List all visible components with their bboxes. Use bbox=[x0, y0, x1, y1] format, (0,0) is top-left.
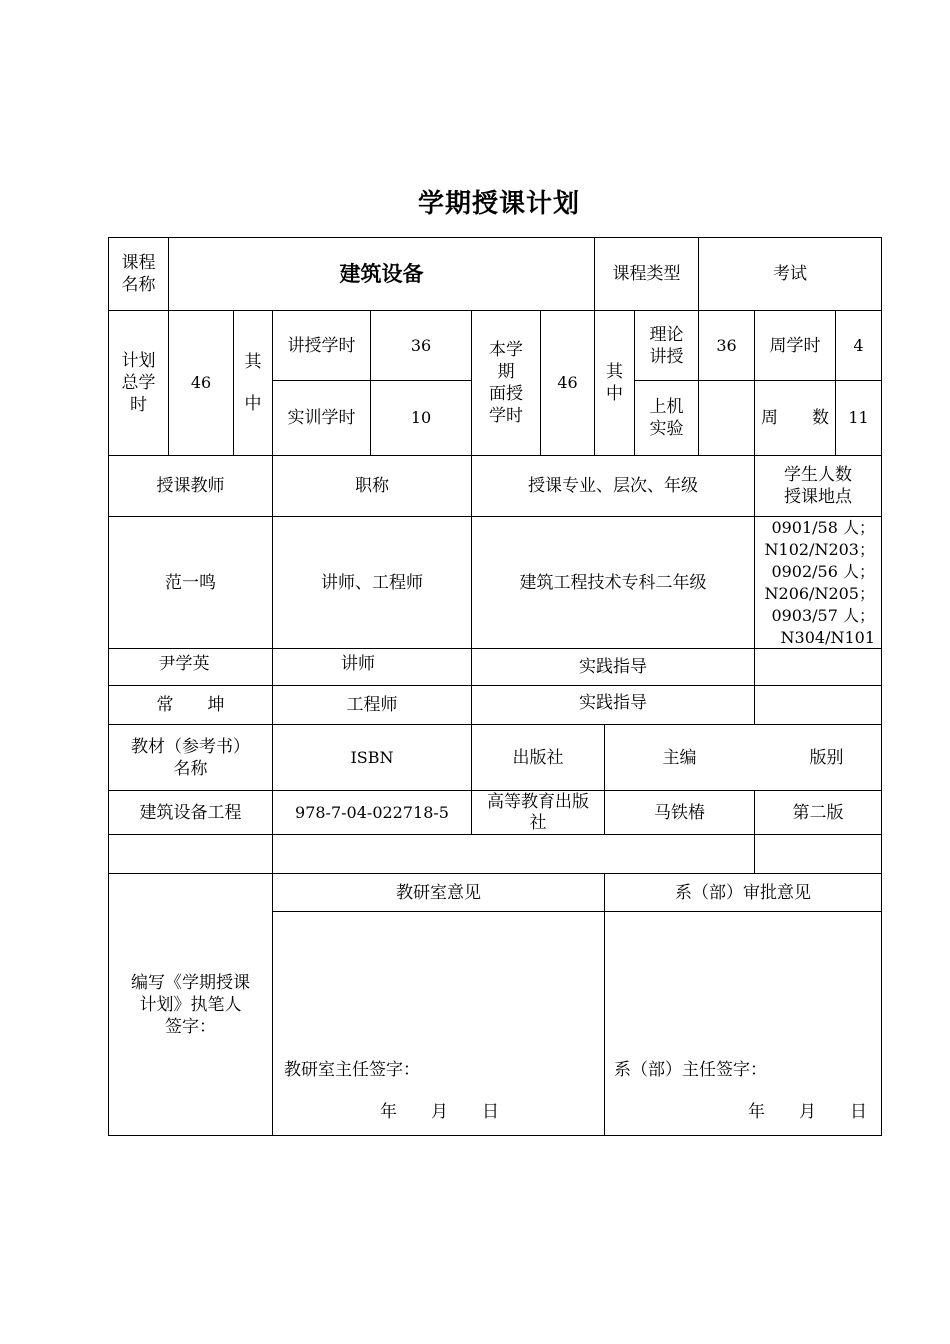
faculty-date: 年 月 日 bbox=[748, 1102, 867, 1122]
lab-label: 上机 实验 bbox=[649, 397, 684, 439]
editor-header: 主编 bbox=[662, 747, 697, 768]
table-line bbox=[604, 873, 605, 1135]
edition-header: 版别 bbox=[809, 747, 844, 768]
table-row-teacher-name: 范一鸣 bbox=[165, 572, 216, 593]
lab-value bbox=[699, 381, 754, 455]
faculty-opinion-header: 系（部）审批意见 bbox=[675, 882, 811, 903]
title-header: 职称 bbox=[355, 476, 389, 496]
course-type-label: 课程类型 bbox=[612, 264, 681, 284]
weeks-value: 11 bbox=[848, 408, 869, 427]
course-name-value: 建筑设备 bbox=[339, 261, 424, 286]
table-row-teacher-major: 实践指导 bbox=[579, 657, 647, 677]
table-row-teacher-title: 讲师 bbox=[341, 654, 375, 674]
total-hours-label: 计划 总学 时 bbox=[121, 351, 156, 415]
table-row-teacher-title: 工程师 bbox=[346, 695, 398, 715]
table-line bbox=[108, 834, 882, 835]
page-title: 学期授课计划 bbox=[417, 189, 580, 219]
table-row-teacher-students bbox=[755, 649, 881, 685]
table-row-teacher-major: 实践指导 bbox=[579, 693, 647, 713]
table-row-textbook-name: 建筑设备工程 bbox=[139, 802, 242, 823]
table-row-textbook-publisher: 高等教育出版 社 bbox=[487, 791, 589, 833]
table-row-textbook-edition: 第二版 bbox=[792, 802, 844, 823]
isbn-header: ISBN bbox=[350, 747, 394, 767]
dept-head-signature-label: 教研室主任签字： bbox=[284, 1060, 420, 1080]
table-line bbox=[881, 237, 882, 1136]
major-header: 授课专业、层次、年级 bbox=[528, 476, 698, 496]
writer-signature-label: 编写《学期授课 计划》执笔人 签字： bbox=[131, 972, 250, 1037]
table-row-teacher-students bbox=[755, 686, 881, 724]
faculty-head-signature-label: 系（部）主任签字： bbox=[614, 1060, 767, 1080]
lecture-hours-label: 讲授学时 bbox=[287, 335, 356, 356]
term-hours-value: 46 bbox=[557, 373, 578, 392]
table-line bbox=[108, 1135, 882, 1136]
qizhong-label-1: 其 中 bbox=[244, 351, 262, 414]
training-hours-value: 10 bbox=[410, 408, 432, 427]
table-line bbox=[272, 911, 882, 912]
table-row-textbook-isbn: 978-7-04-022718-5 bbox=[295, 802, 449, 822]
dept-opinion-header: 教研室意见 bbox=[396, 882, 481, 903]
theory-value: 36 bbox=[716, 335, 737, 355]
students-header: 学生人数 授课地点 bbox=[784, 465, 852, 507]
table-row-textbook-editor: 马铁椿 bbox=[654, 802, 705, 823]
table-row-teacher-major: 建筑工程技术专科二年级 bbox=[519, 572, 707, 593]
table-row-teacher-students: 0901/58 人； N102/N203； 0902/56 人； N206/N205； 0903/57 人； N304/N101 bbox=[764, 517, 875, 647]
course-name-label: 课程 名称 bbox=[121, 253, 156, 295]
term-hours-label: 本学 期 面授 学时 bbox=[489, 340, 523, 426]
table-row-teacher-title: 讲师、工程师 bbox=[321, 572, 423, 593]
lecture-hours-value: 36 bbox=[410, 335, 432, 355]
table-row-teacher-name: 常 坤 bbox=[156, 695, 225, 715]
theory-label: 理论 讲授 bbox=[649, 324, 684, 367]
qizhong-label-2: 其 中 bbox=[606, 362, 623, 404]
total-hours-value: 46 bbox=[190, 373, 212, 392]
dept-date: 年 月 日 bbox=[380, 1102, 499, 1122]
weekly-hours-value: 4 bbox=[853, 335, 864, 355]
weekly-hours-label: 周学时 bbox=[769, 335, 821, 356]
table-row-teacher-name: 尹学英 bbox=[158, 654, 210, 674]
teacher-header: 授课教师 bbox=[156, 476, 225, 496]
training-hours-label: 实训学时 bbox=[287, 408, 356, 428]
weeks-label: 周 数 bbox=[761, 408, 829, 428]
publisher-header: 出版社 bbox=[512, 747, 564, 768]
course-type-value: 考试 bbox=[773, 264, 807, 284]
textbook-name-header: 教材（参考书） 名称 bbox=[131, 736, 250, 779]
